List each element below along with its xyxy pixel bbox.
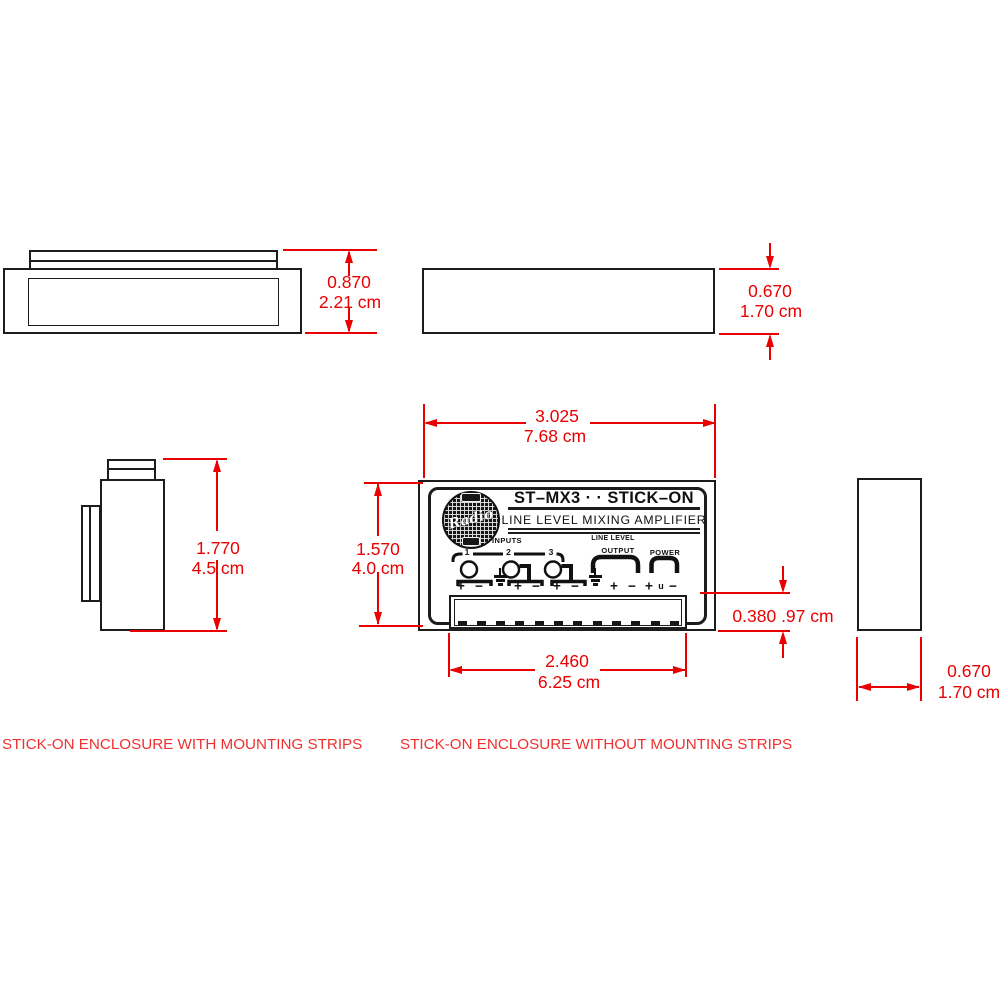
side-mounting-strip [81, 505, 101, 602]
barrier-dash [631, 621, 640, 625]
terminal-symbol: u [658, 581, 664, 591]
barrier-dash [651, 621, 660, 625]
dim-cm: 1.70 cm [739, 301, 803, 321]
dim-cm: 4.5 cm [191, 558, 245, 578]
dim-cm: 2.21 cm [318, 292, 382, 312]
terminal-symbol: + [553, 578, 561, 594]
logo-banner-top [461, 493, 481, 502]
extension-line [920, 637, 922, 701]
arrow-right-icon [907, 683, 920, 691]
barrier-strip-inner [454, 599, 682, 626]
dim-cm: 6.25 cm [537, 672, 601, 692]
ground-symbol-icon [493, 568, 507, 586]
barrier-dash [593, 621, 602, 625]
input-number-2: 2 [506, 546, 511, 557]
terminal-symbol: − [628, 578, 636, 594]
barrier-dash [670, 621, 679, 625]
arrow-down-icon [213, 618, 221, 631]
arrow-down-icon [345, 320, 353, 333]
dim-cm: 1.70 cm [937, 682, 1000, 702]
input-number-3: 3 [548, 546, 554, 557]
caption-without-strips: STICK-ON ENCLOSURE WITHOUT MOUNTING STRIPS [400, 736, 793, 753]
arrow-right-icon [703, 419, 716, 427]
barrier-dash [554, 621, 563, 625]
barrier-dash [612, 621, 621, 625]
logo-banner-bottom [462, 537, 480, 546]
caption-with-strips: STICK-ON ENCLOSURE WITH MOUNTING STRIPS [2, 736, 363, 753]
subtitle-rule-1 [508, 528, 700, 530]
dim-inches: 1.570 [356, 539, 400, 559]
arrow-up-icon [779, 631, 787, 644]
ground-bar [593, 583, 598, 586]
arrow-left-icon [449, 666, 462, 674]
extension-line [423, 404, 425, 478]
strip-divider-line [89, 506, 91, 601]
terminal-symbol: − [475, 578, 483, 594]
line-level-label: LINE LEVEL [591, 535, 635, 542]
ground-symbol-icon [588, 568, 602, 586]
terminal-symbol: + [514, 578, 522, 594]
logo-script-text: Radio [446, 506, 496, 533]
terminal-symbol: + [457, 578, 465, 594]
input-number-1: 1 [464, 546, 470, 557]
barrier-dash [458, 621, 467, 625]
extension-line [700, 592, 790, 594]
enclosure-outline [100, 479, 165, 631]
dim-inches: 3.025 [535, 406, 579, 426]
arrow-left-icon [424, 419, 437, 427]
enclosure-outline [422, 268, 715, 334]
ground-bar [589, 575, 602, 578]
dim-cm: 7.68 cm [523, 426, 587, 446]
title-rule [508, 507, 700, 510]
terminal-symbol: + [645, 578, 653, 594]
extension-line [283, 249, 377, 251]
ground-bar [591, 579, 600, 582]
barrier-dash [496, 621, 505, 625]
extension-line [305, 332, 377, 334]
terminal-symbol: − [571, 578, 579, 594]
extension-line [856, 637, 858, 701]
ground-bar [494, 575, 507, 578]
leader-line [782, 642, 784, 658]
dim-inches: 1.770 [196, 538, 240, 558]
arrow-down-icon [374, 612, 382, 625]
subtitle-rule-2 [508, 532, 700, 534]
output-label: OUTPUT [601, 546, 635, 555]
arrow-down-icon [779, 580, 787, 593]
enclosure-outline [857, 478, 922, 631]
arrow-up-icon [766, 334, 774, 347]
ground-bar [496, 579, 505, 582]
dimension-line [451, 669, 535, 671]
dim-cm: 4.0 cm [351, 558, 405, 578]
dimension-line [590, 422, 715, 424]
panel-model-title: ST–MX3 · · STICK–ON [514, 489, 694, 507]
dim-inches: 0.870 [327, 272, 371, 292]
arrow-right-icon [673, 666, 686, 674]
dim-inches: 0.670 [748, 281, 792, 301]
barrier-dash [573, 621, 582, 625]
dim-terminal-height: 0.380 .97 cm [732, 606, 834, 626]
arrow-up-icon [213, 459, 221, 472]
inputs-label: INPUTS [492, 536, 522, 545]
terminal-symbol: + [610, 578, 618, 594]
terminal-symbol: − [669, 578, 677, 594]
power-label: POWER [649, 548, 681, 557]
ground-bar [594, 568, 596, 575]
ground-bar [499, 568, 501, 575]
arrow-up-icon [374, 483, 382, 496]
extension-line [714, 404, 716, 478]
dimension-line [426, 422, 526, 424]
ground-bar [498, 583, 503, 586]
enclosure-face-inset [28, 278, 279, 326]
barrier-dash [477, 621, 486, 625]
terminal-symbol: − [532, 578, 540, 594]
panel-subtitle: LINE LEVEL MIXING AMPLIFIER [501, 512, 707, 527]
dim-inches: 2.460 [545, 651, 589, 671]
extension-line [359, 625, 423, 627]
arrow-down-icon [766, 256, 774, 269]
arrow-left-icon [858, 683, 871, 691]
dim-inches: 0.670 [947, 661, 991, 681]
barrier-dash [515, 621, 524, 625]
arrow-up-icon [345, 250, 353, 263]
barrier-dash [535, 621, 544, 625]
